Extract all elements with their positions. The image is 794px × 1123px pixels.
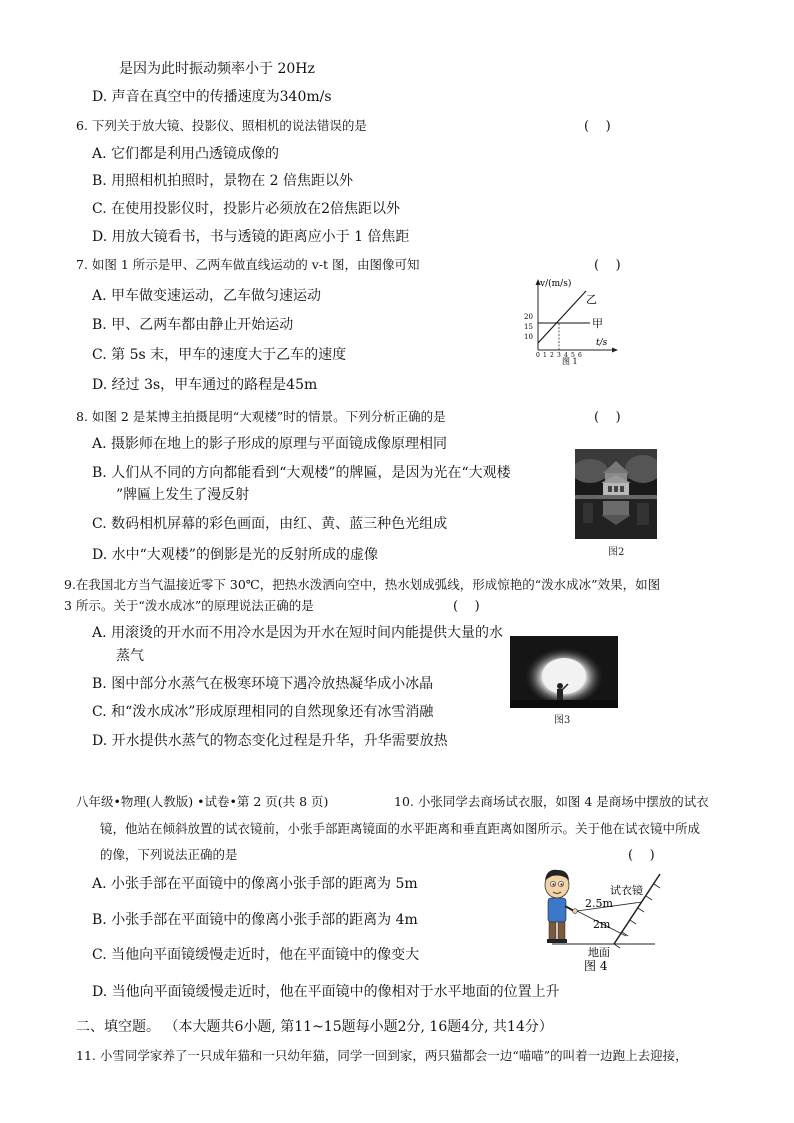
q10-answer-paren: ( ) xyxy=(628,848,655,863)
y-tick-15: 15 xyxy=(524,323,533,331)
q7-option-c: C. 第 5s 末，甲车的速度大于乙车的速度 xyxy=(92,347,347,363)
q7-option-b: B. 甲、乙两车都由静止开始运动 xyxy=(92,317,294,333)
figure-1-caption: 图 1 xyxy=(562,357,578,366)
q9-option-a-cont: 蒸气 xyxy=(116,648,144,664)
q6-option-c: C. 在使用投影仪时，投影片必须放在2倍焦距以外 xyxy=(92,201,401,217)
q7-answer-paren: ( ) xyxy=(594,258,621,273)
label-yi: 乙 xyxy=(586,293,597,306)
q6-option-a: A. 它们都是利用凸透镜成像的 xyxy=(92,146,280,162)
x-tick-4: 4 xyxy=(564,352,568,359)
q6-answer-paren: ( ) xyxy=(584,119,611,134)
q5-option-d: D. 声音在真空中的传播速度为340m/s xyxy=(92,89,332,105)
line-yi xyxy=(538,291,586,343)
q8-answer-paren: ( ) xyxy=(594,410,621,425)
q9-option-d: D. 开水提供水蒸气的物态变化过程是升华，升华需要放热 xyxy=(92,733,448,749)
figure-2-caption: 图2 xyxy=(608,547,625,558)
figure-4-caption: 图 4 xyxy=(584,959,608,972)
q10-option-b: B. 小张手部在平面镜中的像离小张手部的距离为 4m xyxy=(92,912,418,928)
q10-stem-line3: 的像，下列说法正确的是 xyxy=(100,847,238,862)
y-axis-label: v/(m/s) xyxy=(540,279,572,289)
boy-shirt xyxy=(548,898,566,922)
y-tick-20: 20 xyxy=(524,313,533,321)
page-footer: 八年级•物理(人教版) •试卷•第 2 页(共 8 页) xyxy=(76,794,329,809)
q8-option-b-cont: ”牌匾上发生了漫反射 xyxy=(116,487,250,503)
q6-stem: 6. 下列关于放大镜、投影仪、照相机的说法错误的是 xyxy=(76,118,367,133)
x-tick-6: 6 xyxy=(578,352,582,359)
x-tick-5: 5 xyxy=(571,352,575,359)
figure-1-vt-graph xyxy=(520,276,620,370)
figure-4-diagram xyxy=(530,862,680,972)
x-tick-3: 3 xyxy=(557,352,561,359)
q9-option-b: B. 图中部分水蒸气在极寒环境下遇冷放热凝华成小冰晶 xyxy=(92,676,434,692)
label-jia: 甲 xyxy=(592,317,603,330)
x-tick-1: 1 xyxy=(543,352,547,359)
q9-stem-line2: 3 所示。关于“泼水成冰”的原理说法正确的是 xyxy=(64,598,314,613)
section-2-heading: 二、填空题。 （本大题共6小题, 第11~15题每小题2分, 16题4分, 共14分） xyxy=(76,1019,553,1035)
q8-option-a: A. 摄影师在地上的影子形成的原理与平面镜成像原理相同 xyxy=(92,436,448,452)
x-tick-0: 0 xyxy=(536,352,540,359)
q8-option-d: D. 水中“大观楼”的倒影是光的反射所成的虚像 xyxy=(92,547,378,563)
q10-option-c: C. 当他向平面镜缓慢走近时，他在平面镜中的像变大 xyxy=(92,947,420,963)
q9-option-a: A. 用滚烫的开水而不用冷水是因为开水在短时间内能提供大量的水 xyxy=(92,625,504,641)
figure-3-photo xyxy=(510,636,618,708)
q10-option-d: D. 当他向平面镜缓慢走近时，他在平面镜中的像相对于水平地面的位置上升 xyxy=(92,984,560,1000)
x-tick-2: 2 xyxy=(550,352,554,359)
figure-3-caption: 图3 xyxy=(554,715,571,726)
ground-label: 地面 xyxy=(588,946,610,959)
x-axis-label: t/s xyxy=(596,338,608,348)
q10-stem-line2: 镜，他站在倾斜放置的试衣镜前，小张手部距离镜面的水平距离和垂直距离如图所示。关于他在试衣镜中所成 xyxy=(100,821,701,836)
q7-stem: 7. 如图 1 所示是甲、乙两车做直线运动的 v-t 图，由图像可知 xyxy=(76,257,420,272)
q6-option-b: B. 用照相机拍照时，景物在 2 倍焦距以外 xyxy=(92,173,353,189)
distance-h-label: 2.5m xyxy=(585,897,613,910)
q8-option-c: C. 数码相机屏幕的彩色画面，由红、黄、蓝三种色光组成 xyxy=(92,516,448,532)
q11-stem: 11. 小雪同学家养了一只成年猫和一只幼年猫，同学一回到家，两只猫都会一边“喵喵”的叫着一边跑上去迎接， xyxy=(76,1048,688,1063)
figure-2-photo xyxy=(575,449,657,539)
q8-stem: 8. 如图 2 是某博主拍摄昆明“大观楼”时的情景。下列分析正确的是 xyxy=(76,409,446,424)
q9-option-c: C. 和“泼水成冰”形成原理相同的自然现象还有冰雪消融 xyxy=(92,704,434,720)
q10-option-a: A. 小张手部在平面镜中的像离小张手部的距离为 5m xyxy=(92,876,418,892)
q7-option-d: D. 经过 3s，甲车通过的路程是45m xyxy=(92,377,318,393)
q9-stem-line1: 9.在我国北方当气温接近零下 30℃，把热水泼洒向空中，热水划成弧线，形成惊艳的“泼水成冰”效果，如图 xyxy=(64,577,661,592)
q7-option-a: A. 甲车做变速运动，乙车做匀速运动 xyxy=(92,288,322,304)
mirror-label: 试衣镜 xyxy=(610,884,643,897)
q8-option-b: B. 人们从不同的方向都能看到“大观楼”的牌匾，是因为光在“大观楼 xyxy=(92,465,511,481)
q5-option-c-cont: 是因为此时振动频率小于 20Hz xyxy=(119,61,315,77)
y-tick-10: 10 xyxy=(524,333,533,341)
boy-hand xyxy=(573,909,578,914)
q6-option-d: D. 用放大镜看书，书与透镜的距离应小于 1 倍焦距 xyxy=(92,229,410,245)
x-axis-arrow xyxy=(612,348,618,353)
distance-v-label: 2m xyxy=(593,918,611,931)
q10-stem-line1: 10. 小张同学去商场试衣服，如图 4 是商场中摆放的试衣 xyxy=(394,794,709,809)
q9-answer-paren: ( ) xyxy=(453,599,480,614)
